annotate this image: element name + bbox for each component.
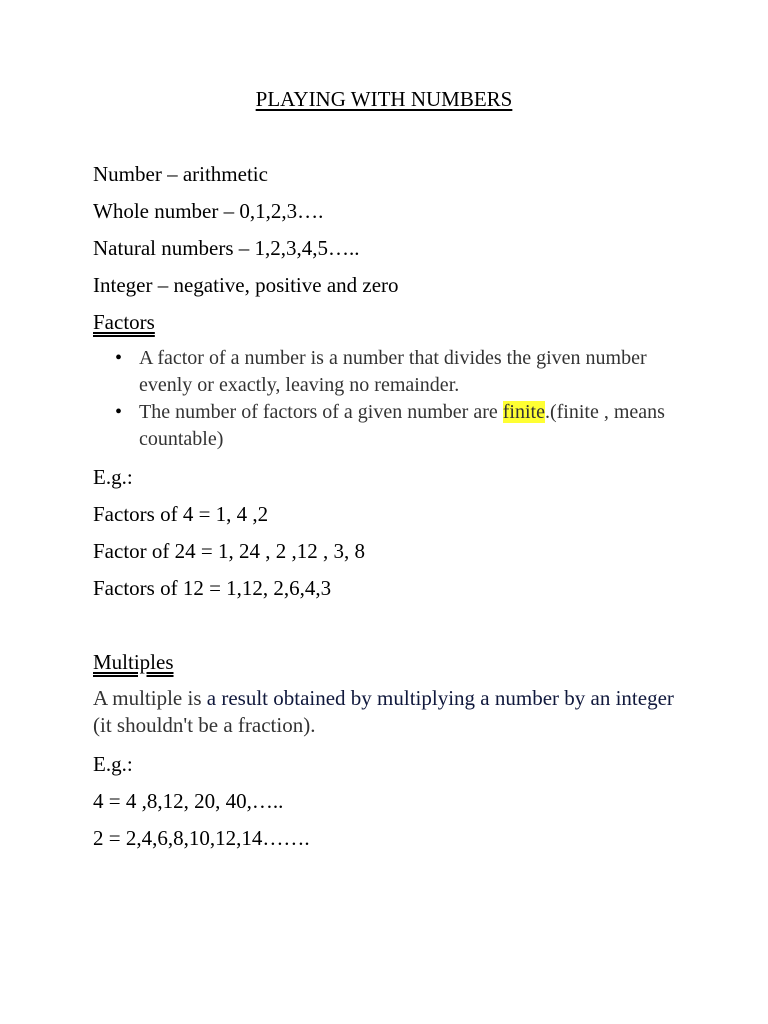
bullet-dot-icon: • <box>115 401 123 423</box>
factors-bullet-list <box>115 345 685 453</box>
highlighted-word: finite <box>502 401 545 423</box>
factors-example-1: Factors of 4 = 1, 4 ,2 <box>93 502 269 526</box>
bullet-dot-icon: • <box>115 347 123 369</box>
definition-integer: Integer – negative, positive and zero <box>93 273 399 297</box>
multiples-definition-part1: A multiple is <box>93 686 207 710</box>
definition-number: Number – arithmetic <box>93 162 268 186</box>
factors-bullet-1 <box>115 345 685 399</box>
factors-bullet-2-text-before: The number of factors of a given number are <box>139 401 503 423</box>
page-title: PLAYING WITH NUMBERS <box>255 87 513 111</box>
multiples-heading: Multiples <box>93 650 174 674</box>
factors-bullet-1-text: A factor of a number is a number that divides the given number evenly or exactly, leaving no remainder. <box>139 347 647 396</box>
definition-natural-numbers: Natural numbers – 1,2,3,4,5….. <box>93 236 360 260</box>
factors-bullet-2 <box>115 399 685 453</box>
factors-example-2: Factor of 24 = 1, 24 , 2 ,12 , 3, 8 <box>93 539 365 563</box>
definition-whole-number: Whole number – 0,1,2,3…. <box>93 199 324 223</box>
factors-eg-label: E.g.: <box>93 465 133 489</box>
multiples-definition-part3: (it shouldn't be a fraction). <box>93 713 316 737</box>
multiples-definition-part2: a result obtained by multiplying a number by an integer <box>206 686 674 710</box>
multiples-definition <box>93 685 693 739</box>
multiples-example-2: 2 = 2,4,6,8,10,12,14……. <box>93 826 310 850</box>
factors-heading: Factors <box>93 310 155 334</box>
factors-bullet-2-text-after: .(finite , means countable) <box>139 401 665 450</box>
multiples-eg-label: E.g.: <box>93 752 133 776</box>
multiples-example-1: 4 = 4 ,8,12, 20, 40,….. <box>93 789 284 813</box>
factors-example-3: Factors of 12 = 1,12, 2,6,4,3 <box>93 576 332 600</box>
